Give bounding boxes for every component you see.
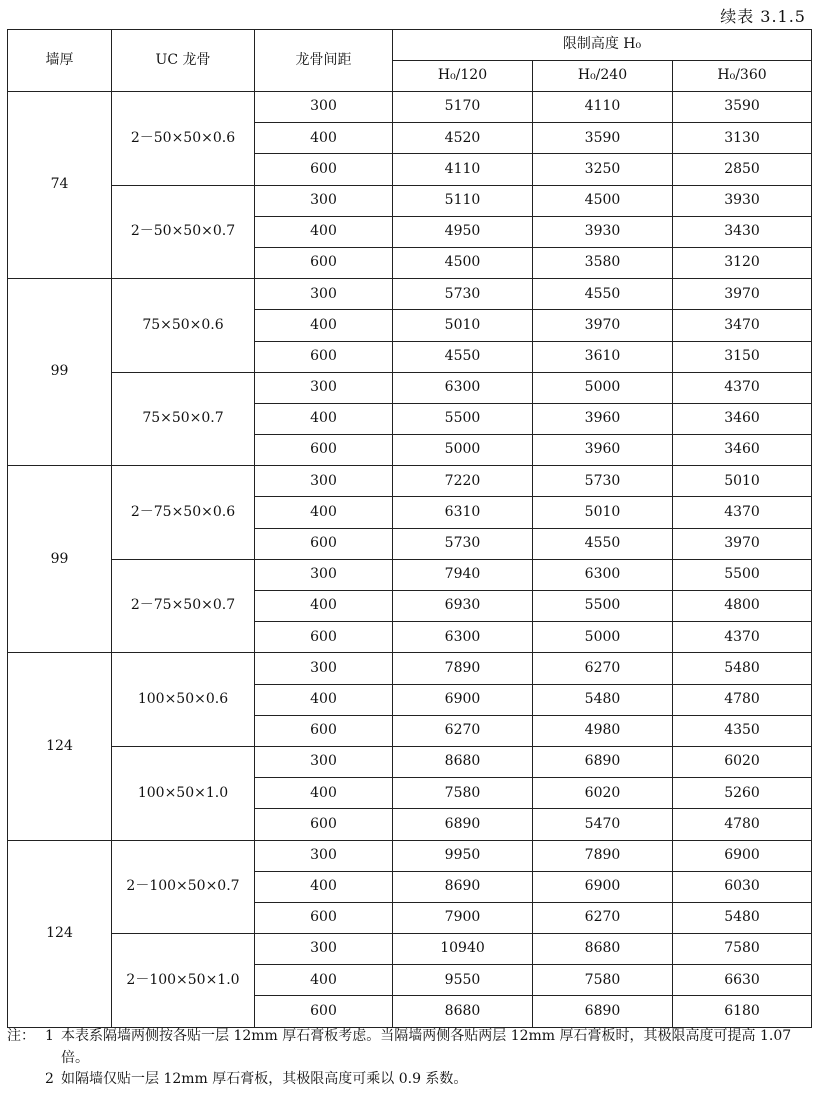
h0-360-cell: 4370: [673, 622, 812, 653]
h0-240-cell: 5480: [533, 684, 673, 715]
stud-spacing-cell: 300: [255, 653, 393, 684]
table-row: [8, 372, 812, 403]
h0-240-cell: 6890: [533, 746, 673, 777]
stud-spacing-cell: 400: [255, 965, 393, 996]
stud-spacing-cell: 400: [255, 497, 393, 528]
stud-spacing-cell: 400: [255, 591, 393, 622]
note-item: [7, 1026, 811, 1069]
h0-360-cell: 4780: [673, 684, 812, 715]
stud-spacing-cell: 600: [255, 902, 393, 933]
h0-240-cell: 7890: [533, 840, 673, 871]
h0-360-cell: 5010: [673, 466, 812, 497]
uc-stud-spec-cell: 75×50×0.7: [112, 372, 255, 466]
h0-360-cell: 5260: [673, 778, 812, 809]
note-prefix: 注：: [7, 1028, 35, 1044]
table-row: [8, 840, 812, 871]
h0-120-cell: 4550: [393, 341, 533, 372]
h0-120-cell: 5170: [393, 92, 533, 123]
table-row: [8, 279, 812, 310]
h0-240-cell: 8680: [533, 934, 673, 965]
note-number: 2: [45, 1071, 54, 1088]
h0-240-cell: 6900: [533, 871, 673, 902]
header-h0-360: H₀/360: [673, 61, 812, 92]
h0-360-cell: 3590: [673, 92, 812, 123]
h0-360-cell: 6020: [673, 746, 812, 777]
table-row: [8, 466, 812, 497]
h0-240-cell: 6270: [533, 653, 673, 684]
uc-stud-spec-cell: 2－100×50×0.7: [112, 840, 255, 934]
h0-120-cell: 8680: [393, 746, 533, 777]
h0-360-cell: 3460: [673, 403, 812, 434]
note-number: 1: [45, 1028, 54, 1044]
stud-spacing-cell: 600: [255, 341, 393, 372]
note-item: [7, 1069, 811, 1091]
h0-240-cell: 6890: [533, 996, 673, 1027]
table-caption: 续表 3.1.5: [720, 7, 806, 26]
uc-stud-spec-cell: 2－100×50×1.0: [112, 934, 255, 1028]
h0-120-cell: 4950: [393, 216, 533, 247]
header-h0-120: H₀/120: [393, 61, 533, 92]
h0-360-cell: 3930: [673, 185, 812, 216]
table-row: [8, 653, 812, 684]
h0-240-cell: 3610: [533, 341, 673, 372]
h0-360-cell: 4370: [673, 497, 812, 528]
h0-120-cell: 5010: [393, 310, 533, 341]
h0-240-cell: 3580: [533, 247, 673, 278]
h0-240-cell: 4550: [533, 279, 673, 310]
stud-spacing-cell: 300: [255, 185, 393, 216]
stud-spacing-cell: 400: [255, 123, 393, 154]
stud-spacing-cell: 300: [255, 372, 393, 403]
h0-240-cell: 4500: [533, 185, 673, 216]
h0-120-cell: 8690: [393, 871, 533, 902]
stud-spacing-cell: 600: [255, 715, 393, 746]
h0-240-cell: 3970: [533, 310, 673, 341]
h0-240-cell: 7580: [533, 965, 673, 996]
uc-stud-spec-cell: 75×50×0.6: [112, 279, 255, 373]
h0-240-cell: 3960: [533, 435, 673, 466]
header-limit-height: 限制高度 H₀: [393, 30, 812, 61]
stud-spacing-cell: 400: [255, 778, 393, 809]
header-stud-spacing: 龙骨间距: [255, 30, 393, 92]
header-uc-stud: UC 龙骨: [112, 30, 255, 92]
stud-spacing-cell: 600: [255, 809, 393, 840]
note-text: 本表系隔墙两侧按各贴一层 12mm 厚石膏板考虑。当隔墙两侧各贴两层 12mm 厚石膏板时，其极限高度可提高 1.07 倍。: [61, 1028, 792, 1066]
h0-120-cell: 6310: [393, 497, 533, 528]
stud-spacing-cell: 600: [255, 154, 393, 185]
table-row: [8, 746, 812, 777]
h0-120-cell: 6930: [393, 591, 533, 622]
stud-spacing-cell: 400: [255, 310, 393, 341]
h0-240-cell: 6270: [533, 902, 673, 933]
stud-spacing-cell: 300: [255, 559, 393, 590]
uc-stud-spec-cell: 100×50×0.6: [112, 653, 255, 747]
h0-360-cell: 4780: [673, 809, 812, 840]
note-text: 如隔墙仅贴一层 12mm 厚石膏板，其极限高度可乘以 0.9 系数。: [61, 1071, 468, 1088]
table-row: [8, 92, 812, 123]
uc-stud-spec-cell: 2－75×50×0.7: [112, 559, 255, 653]
header-h0-240: H₀/240: [533, 61, 673, 92]
h0-120-cell: 7940: [393, 559, 533, 590]
h0-120-cell: 7890: [393, 653, 533, 684]
h0-360-cell: 6180: [673, 996, 812, 1027]
h0-240-cell: 3960: [533, 403, 673, 434]
h0-120-cell: 7580: [393, 778, 533, 809]
h0-360-cell: 6900: [673, 840, 812, 871]
h0-360-cell: 4370: [673, 372, 812, 403]
h0-120-cell: 4500: [393, 247, 533, 278]
h0-240-cell: 4550: [533, 528, 673, 559]
h0-360-cell: 3150: [673, 341, 812, 372]
h0-120-cell: 8680: [393, 996, 533, 1027]
h0-360-cell: 2850: [673, 154, 812, 185]
h0-360-cell: 4800: [673, 591, 812, 622]
stud-spacing-cell: 600: [255, 528, 393, 559]
table-row: [8, 185, 812, 216]
table-row: [8, 934, 812, 965]
h0-240-cell: 4980: [533, 715, 673, 746]
stud-spacing-cell: 600: [255, 996, 393, 1027]
h0-360-cell: 3130: [673, 123, 812, 154]
uc-stud-spec-cell: 2－50×50×0.7: [112, 185, 255, 279]
uc-stud-spec-cell: 2－50×50×0.6: [112, 92, 255, 186]
h0-240-cell: 5000: [533, 622, 673, 653]
h0-120-cell: 5110: [393, 185, 533, 216]
notes: [7, 1026, 811, 1091]
h0-120-cell: 9950: [393, 840, 533, 871]
h0-120-cell: 5730: [393, 279, 533, 310]
limit-height-table: [7, 29, 812, 1028]
wall-thickness-cell: 124: [8, 653, 112, 840]
wall-thickness-cell: 124: [8, 840, 112, 1027]
note-prefix-spacer: [7, 1069, 45, 1091]
h0-360-cell: 5500: [673, 559, 812, 590]
h0-360-cell: 3120: [673, 247, 812, 278]
wall-thickness-cell: 99: [8, 279, 112, 466]
h0-360-cell: 6030: [673, 871, 812, 902]
h0-120-cell: 7900: [393, 902, 533, 933]
h0-360-cell: 4350: [673, 715, 812, 746]
h0-240-cell: 4110: [533, 92, 673, 123]
stud-spacing-cell: 300: [255, 746, 393, 777]
h0-120-cell: 6300: [393, 372, 533, 403]
h0-240-cell: 3930: [533, 216, 673, 247]
stud-spacing-cell: 400: [255, 684, 393, 715]
h0-240-cell: 6020: [533, 778, 673, 809]
stud-spacing-cell: 400: [255, 403, 393, 434]
h0-120-cell: 6900: [393, 684, 533, 715]
h0-120-cell: 6890: [393, 809, 533, 840]
h0-240-cell: 5730: [533, 466, 673, 497]
stud-spacing-cell: 400: [255, 216, 393, 247]
h0-360-cell: 6630: [673, 965, 812, 996]
stud-spacing-cell: 600: [255, 622, 393, 653]
h0-240-cell: 5010: [533, 497, 673, 528]
h0-120-cell: 5730: [393, 528, 533, 559]
header-wall-thickness: 墙厚: [8, 30, 112, 92]
h0-360-cell: 7580: [673, 934, 812, 965]
h0-360-cell: 3460: [673, 435, 812, 466]
h0-120-cell: 7220: [393, 466, 533, 497]
h0-120-cell: 10940: [393, 934, 533, 965]
h0-120-cell: 4110: [393, 154, 533, 185]
h0-240-cell: 3590: [533, 123, 673, 154]
h0-120-cell: 6300: [393, 622, 533, 653]
h0-120-cell: 5500: [393, 403, 533, 434]
h0-120-cell: 9550: [393, 965, 533, 996]
table-body: [8, 92, 812, 1028]
stud-spacing-cell: 300: [255, 92, 393, 123]
h0-120-cell: 6270: [393, 715, 533, 746]
uc-stud-spec-cell: 100×50×1.0: [112, 746, 255, 840]
h0-360-cell: 5480: [673, 653, 812, 684]
wall-thickness-cell: 99: [8, 466, 112, 653]
stud-spacing-cell: 300: [255, 466, 393, 497]
h0-360-cell: 3470: [673, 310, 812, 341]
stud-spacing-cell: 300: [255, 840, 393, 871]
h0-360-cell: 3970: [673, 528, 812, 559]
stud-spacing-cell: 300: [255, 279, 393, 310]
h0-240-cell: 6300: [533, 559, 673, 590]
h0-240-cell: 5500: [533, 591, 673, 622]
h0-360-cell: 3430: [673, 216, 812, 247]
h0-360-cell: 5480: [673, 902, 812, 933]
stud-spacing-cell: 300: [255, 934, 393, 965]
h0-240-cell: 5470: [533, 809, 673, 840]
h0-120-cell: 4520: [393, 123, 533, 154]
h0-120-cell: 5000: [393, 435, 533, 466]
h0-240-cell: 3250: [533, 154, 673, 185]
h0-240-cell: 5000: [533, 372, 673, 403]
uc-stud-spec-cell: 2－75×50×0.6: [112, 466, 255, 560]
stud-spacing-cell: 600: [255, 247, 393, 278]
stud-spacing-cell: 600: [255, 435, 393, 466]
stud-spacing-cell: 400: [255, 871, 393, 902]
wall-thickness-cell: 74: [8, 92, 112, 279]
h0-360-cell: 3970: [673, 279, 812, 310]
table-row: [8, 559, 812, 590]
